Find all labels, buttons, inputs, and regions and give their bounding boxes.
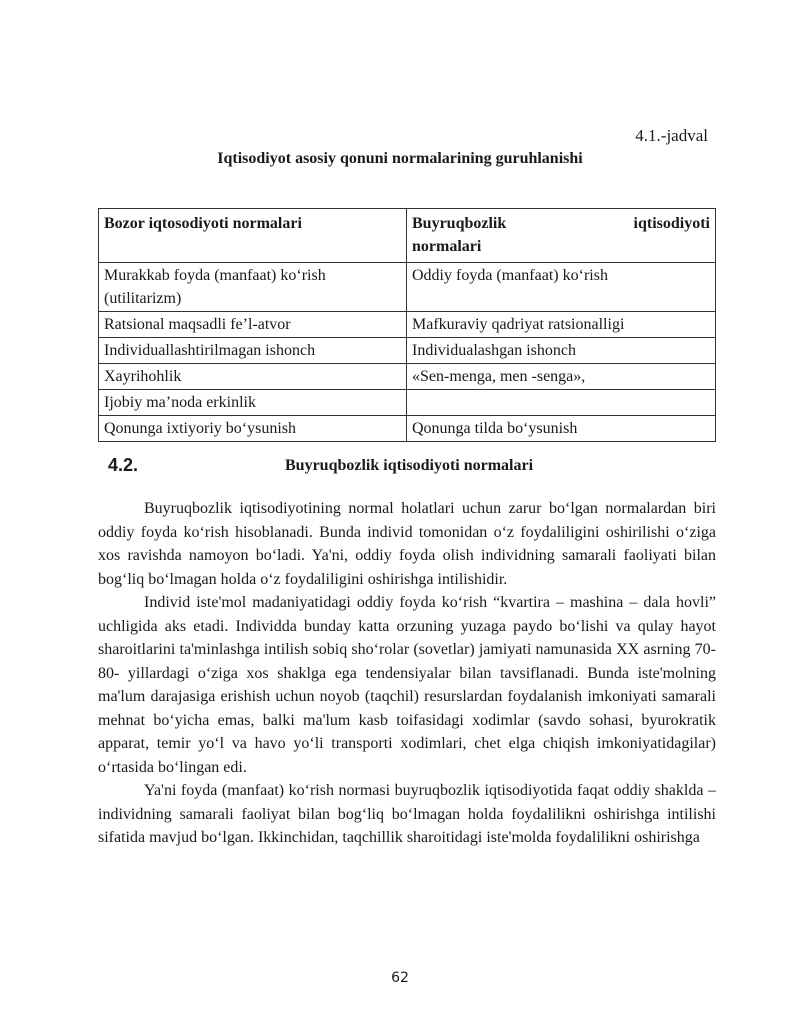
table-row [99,312,716,338]
paragraph: Ya'ni foyda (manfaat) ko‘rish normasi buyruqbozlik iqtisodiyotida faqat oddiy shaklda – individning samarali faoliyat bilan bog‘liq bo‘lmagan holda foydalilikni oshirishga intilishi sifatida mavjud bo‘lgan. Ikkinchidan, taqchillik sharoitidagi iste'molda foydalilikni oshirishga [98,782,716,846]
table-row [99,364,716,390]
page-number: 62 [391,970,409,986]
table-row [99,416,716,442]
section-number: 4.2. [108,455,139,475]
norms-table [98,208,716,442]
table-cell-market: Ijobiy ma’noda erkinlik [99,390,407,416]
header-command-word3: normalari [412,238,482,255]
header-command-word1: Buyruqbozlik [412,215,507,232]
table-cell-command: Oddiy foyda (manfaat) ko‘rish [407,263,716,312]
table-cell-command: Qonunga tilda bo‘ysunish [407,416,716,442]
table-cell-command: «Sen-menga, men -senga», [407,364,716,390]
table-row [99,263,716,312]
table-header-row [99,209,716,263]
table-cell-market: Ratsional maqsadli fe’l-atvor [99,312,407,338]
table-cell-market: Xayrihohlik [99,364,407,390]
section-title: Buyruqbozlik iqtisodiyoti normalari [285,457,534,474]
paragraph: Individ iste'mol madaniyatidagi oddiy foyda ko‘rish “kvartira – mashina – dala hovli” uchligida aks etadi. Individda bunday katta orzuning yuzaga paydo bo‘lishi va qulay hayot sharoitlarini ta'minlashga intilish sobiq sho‘rolar (sovetlar) jamiyati namunasida XX asrning 70-80- yillardagi o‘ziga xos shaklga ega tendensiyalar bilan tavsiflanadi. Bunda iste'molning ma'lum darajasiga erishish uchun noyob (taqchil) resurslardan foydalanish imkoniyati samarali mehnat bo‘yicha emas, balki ma'lum kasb toifasidagi xodimlar (savdo sohasi, byurokratik apparat, temir yo‘l va havo yo‘li transporti xodimlari, chet elga chiqish imkoniyatidagilar) o‘rtasida bo‘lingan edi. [98,594,716,776]
header-command-word2: iqtisodiyoti [633,215,710,232]
header-command-norms [407,209,716,263]
table-cell-market: Qonunga ixtiyoriy bo‘ysunish [99,416,407,442]
table-label: 4.1.-jadval [635,126,708,145]
table-row [99,338,716,364]
table-title: Iqtisodiyot asosiy qonuni normalarining guruhlanishi [217,150,583,167]
body-text [98,497,716,850]
table-cell-market: Individuallashtirilmagan ishonch [99,338,407,364]
table-cell-market: Murakkab foyda (manfaat) ko‘rish (utilitarizm) [99,263,407,312]
header-market-norms: Bozor iqtosodiyoti normalari [99,209,407,263]
paragraph: Buyruqbozlik iqtisodiyotining normal holatlari uchun zarur bo‘lgan normalardan biri oddiy foyda ko‘rish hisoblanadi. Bunda individ tomonidan o‘z foydaliligini oshirilishi o‘ziga xos ravishda namoyon bo‘ladi. Ya'ni, oddiy foyda olish individning samarali faoliyati bilan bog‘liq bo‘lmagan holda o‘z foydaliligini oshirishga intilishidir. [98,500,716,588]
table-row [99,390,716,416]
table-cell-command: Mafkuraviy qadriyat ratsionalligi [407,312,716,338]
table-cell-command [407,390,716,416]
table-cell-command: Individualashgan ishonch [407,338,716,364]
